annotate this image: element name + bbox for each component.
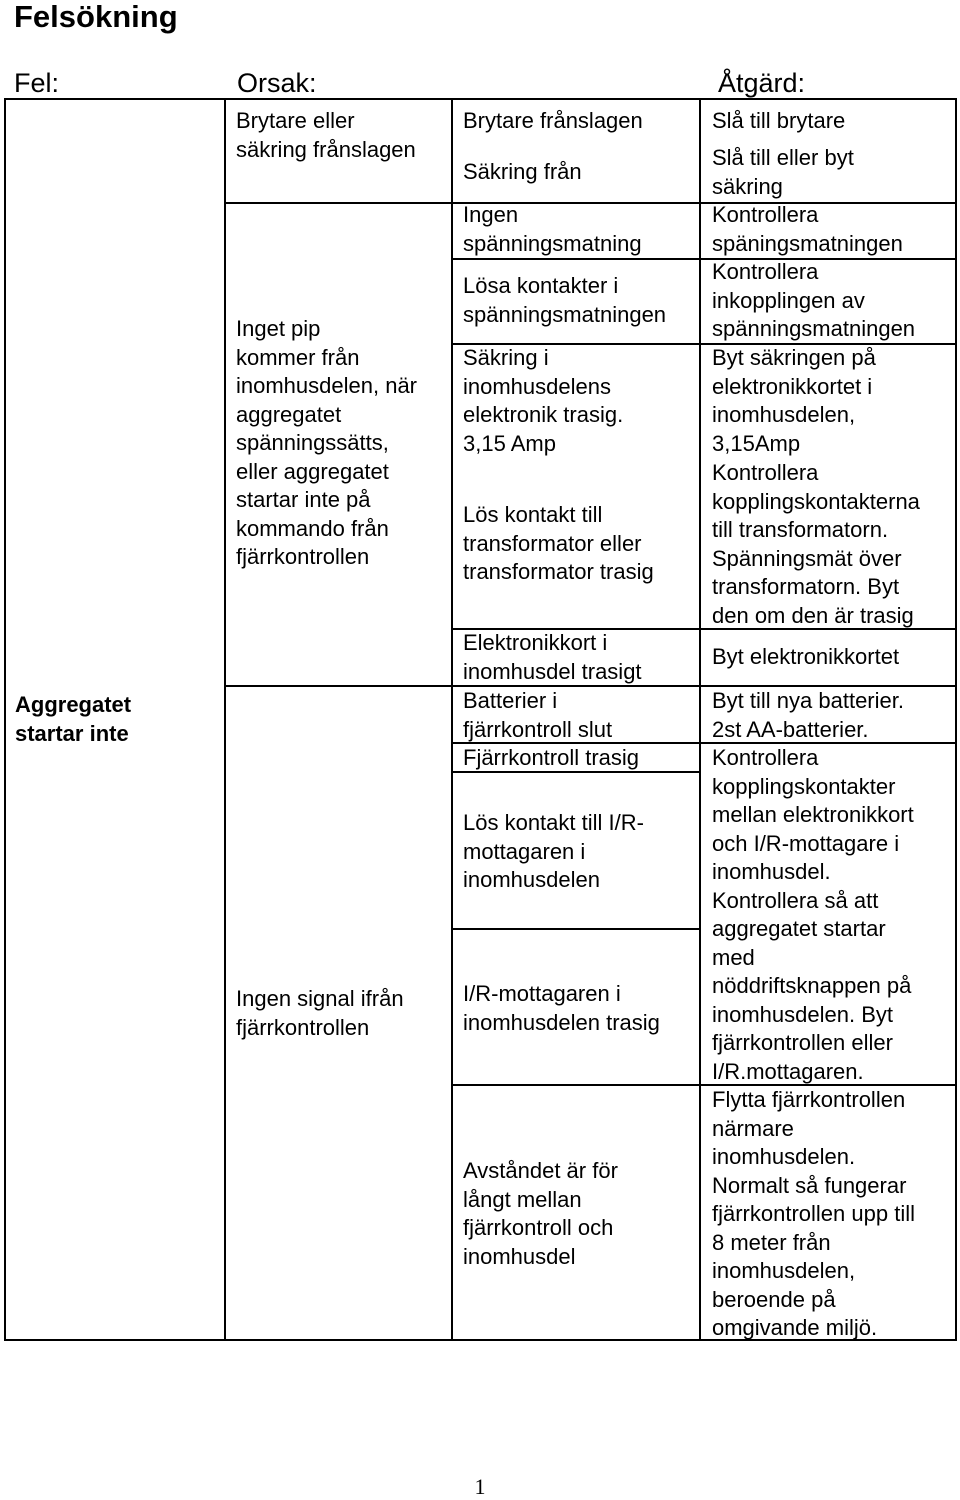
cause-cell: Avståndet är för långt mellan fjärrkontroll och inomhusdel bbox=[463, 1158, 618, 1269]
header-orsak: Orsak: bbox=[237, 68, 317, 98]
action-cell: Kontrollera inkopplingen av spänningsmatningen bbox=[712, 259, 916, 341]
row-divider bbox=[451, 1084, 701, 1086]
page-title: Felsökning bbox=[14, 0, 178, 34]
orsak-cell: Inget pip kommer från inomhusdelen, när aggregatet spänningssätts, eller aggregatet startar inte på kommando från fjärrkontrollen bbox=[236, 316, 418, 569]
cause-cell: Säkring i inomhusdelens elektronik trasig. 3,15 Amp bbox=[463, 345, 624, 456]
header-fel: Fel: bbox=[14, 68, 60, 98]
header-atgard: Åtgärd: bbox=[718, 68, 806, 98]
action-cell: Slå till brytare bbox=[712, 108, 846, 133]
fel-cell: Aggregatet startar inte bbox=[15, 692, 132, 746]
cause-cell: Elektronikkort i inomhusdel trasigt bbox=[463, 630, 642, 684]
action-cell: Byt till nya batterier. 2st AA-batterier. bbox=[712, 688, 904, 742]
cause-cell: I/R-mottagaren i inomhusdelen trasig bbox=[463, 981, 660, 1035]
row-divider bbox=[451, 258, 701, 260]
action-cell: Kontrollera kopplingskontakterna till transformatorn. Spänningsmät över transformatorn. Byt den om den är trasig bbox=[712, 460, 920, 628]
cause-cell: Säkring från bbox=[463, 159, 582, 184]
cause-cell: Ingen spänningsmatning bbox=[463, 202, 642, 256]
cause-cell: Lösa kontakter i spänningsmatningen bbox=[463, 273, 667, 327]
action-cell: Kontrollera späningsmatningen bbox=[712, 202, 903, 256]
action-cell-distance: Flytta fjärrkontrollen närmare inomhusdelen. Normalt så fungerar fjärrkontrollen upp till 8 meter från inomhusdelen, beroende på omgivande miljö. bbox=[712, 1087, 915, 1340]
table-border-left bbox=[4, 98, 6, 1341]
cause-cell: Fjärrkontroll trasig bbox=[463, 745, 640, 770]
cause-cell: Brytare frånslagen bbox=[463, 108, 643, 133]
action-cell: Slå till eller byt säkring bbox=[712, 145, 854, 199]
action-cell: Byt säkringen på elektronikkortet i inomhusdelen, 3,15Amp bbox=[712, 345, 876, 456]
table-border-right bbox=[955, 98, 957, 1341]
cause-cell: Lös kontakt till transformator eller transformator trasig bbox=[463, 502, 654, 584]
action-cell-ir: Kontrollera kopplingskontakter mellan elektronikkort och I/R-mottagare i inomhusdel. Kontrollera så att aggregatet startar med nöddriftsknappen på inomhusdelen. Byt fjärrkontrollen eller I/R.mottagaren. bbox=[712, 745, 914, 1084]
orsak-cell: Ingen signal ifrån fjärrkontrollen bbox=[236, 986, 404, 1040]
orsak-cell: Brytare eller säkring frånslagen bbox=[236, 108, 416, 162]
table-border-top bbox=[4, 98, 957, 100]
page-number: 1 bbox=[474, 1474, 486, 1499]
cause-cell: Lös kontakt till I/R- mottagaren i inomhusdelen bbox=[463, 810, 644, 892]
column-divider bbox=[699, 98, 701, 1341]
column-divider bbox=[224, 98, 226, 1341]
row-divider bbox=[224, 685, 453, 687]
row-divider bbox=[224, 202, 453, 204]
action-cell: Byt elektronikkortet bbox=[712, 644, 900, 669]
column-divider bbox=[451, 98, 453, 1341]
row-divider bbox=[451, 928, 701, 930]
cause-cell: Batterier i fjärrkontroll slut bbox=[463, 688, 613, 742]
